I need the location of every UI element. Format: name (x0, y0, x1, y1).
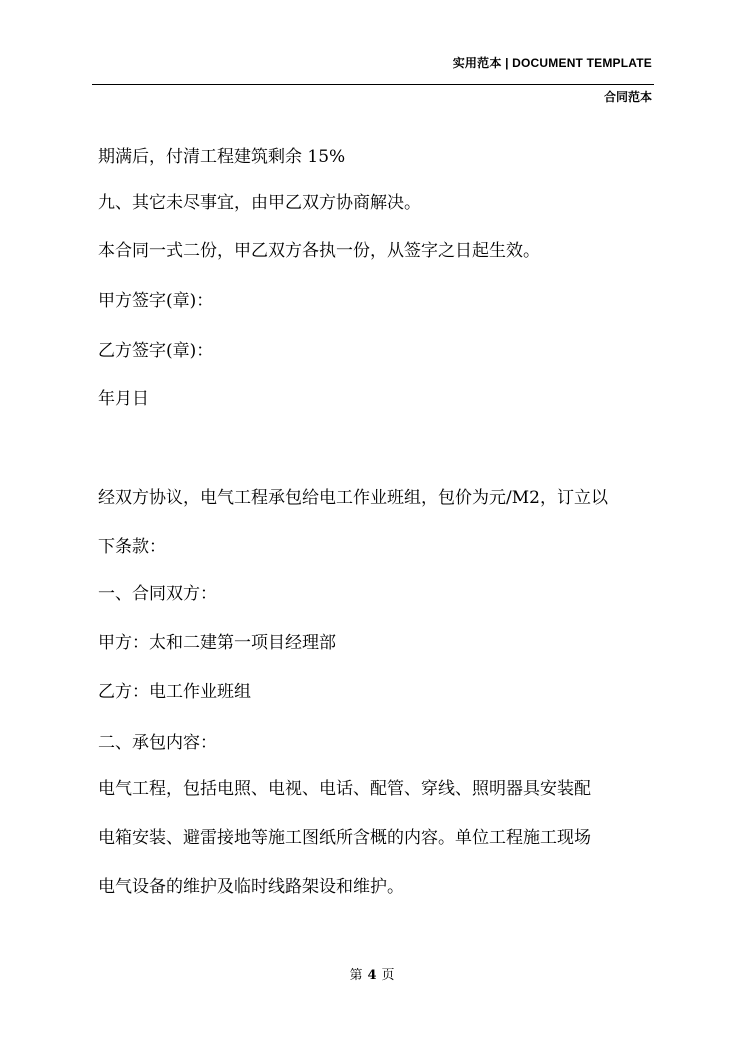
section-heading: 二、承包内容： (98, 733, 217, 753)
page-number: 4 (367, 968, 377, 983)
body-line: 乙方：电工作业班组 (98, 682, 251, 702)
header-divider (92, 84, 654, 85)
body-line: 期满后，付清工程建筑剩余 15% (98, 147, 346, 167)
body-line: 甲方：太和二建第一项目经理部 (98, 633, 336, 653)
body-line: 电气设备的维护及临时线路架设和维护。 (98, 877, 404, 897)
section-heading: 一、合同双方： (98, 584, 217, 604)
header-subtitle: 合同范本 (603, 90, 652, 104)
body-line: 电气工程，包括电照、电视、电话、配管、穿线、照明器具安装配 (98, 779, 591, 799)
footer-prefix: 第 (349, 968, 363, 983)
party-b-signature-label: 乙方签字(章)： (98, 341, 214, 361)
body-line: 电箱安装、避雷接地等施工图纸所含概的内容。单位工程施工现场 (98, 828, 591, 848)
party-a-signature-label: 甲方签字(章)： (98, 291, 214, 311)
body-line: 下条款： (98, 537, 166, 557)
body-line: 本合同一式二份，甲乙双方各执一份，从签字之日起生效。 (98, 241, 540, 261)
page-footer (0, 964, 744, 983)
body-line: 九、其它未尽事宜，由甲乙双方协商解决。 (98, 193, 421, 213)
date-label: 年月日 (98, 389, 149, 409)
footer-suffix: 页 (381, 968, 395, 983)
header-title: 实用范本 | DOCUMENT TEMPLATE (452, 56, 652, 70)
body-line: 经双方协议，电气工程承包给电工作业班组，包价为元/M2，订立以 (98, 488, 608, 508)
